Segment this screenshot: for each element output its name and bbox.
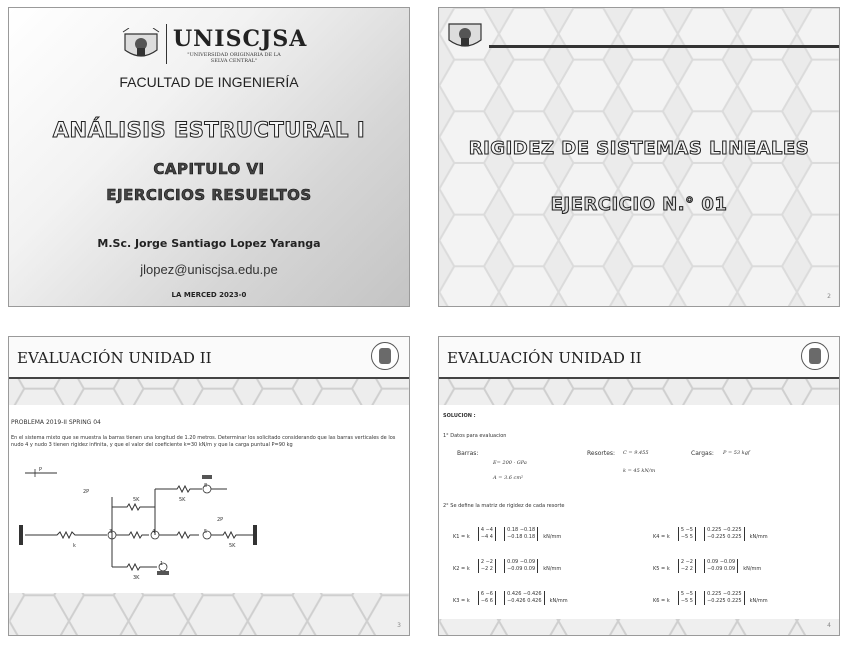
c-value: C = 9.455 bbox=[623, 450, 649, 456]
stiffness-matrix bbox=[653, 523, 768, 542]
matrix-cell: −2 bbox=[680, 565, 689, 572]
matrix-units: kN/mm bbox=[543, 534, 562, 540]
slide-problem[interactable] bbox=[8, 336, 410, 636]
matrix-cell: −0.225 bbox=[723, 590, 742, 597]
matrix-cell: 0.18 bbox=[507, 526, 519, 533]
spring-label: 3K bbox=[133, 575, 140, 581]
problem-content bbox=[9, 405, 409, 593]
node-label: 3 bbox=[109, 529, 113, 535]
slide-section[interactable] bbox=[438, 7, 840, 307]
university-subtitle: "UNIVERSIDAD ORIGINARIA DE LA SELVA CENTRAL" bbox=[187, 52, 281, 64]
author-email: jlopez@uniscjsa.edu.pe bbox=[140, 262, 278, 277]
matrix-cell: −0.18 bbox=[507, 533, 523, 540]
matrix-cell: −0.09 bbox=[507, 565, 523, 572]
matrix-cell: −2 bbox=[480, 565, 489, 572]
matrix-units: kN/mm bbox=[749, 534, 768, 540]
matrix-cell: 2 bbox=[689, 565, 693, 572]
matrix-cell: −0.225 bbox=[723, 526, 742, 533]
course-title: ANÁLISIS ESTRUCTURAL I bbox=[52, 118, 366, 142]
step-2: 2° Se define la matriz de rigidez de cada resorte bbox=[443, 503, 565, 509]
matrix-cell: 5 bbox=[689, 597, 693, 604]
matrix-units: kN/mm bbox=[543, 566, 562, 572]
matrix-cell: 0.09 bbox=[707, 558, 719, 565]
header-title: EVALUACIÓN UNIDAD II bbox=[447, 349, 642, 367]
matrix-cell: 0.18 bbox=[524, 533, 536, 540]
k-value: k = 45 kN/m bbox=[623, 468, 656, 474]
matrix-label: K5 = k bbox=[653, 566, 670, 572]
matrix-units: kN/mm bbox=[743, 566, 762, 572]
chapter-title: CAPITULO VI bbox=[153, 160, 265, 178]
spring-label: 5K bbox=[179, 497, 186, 503]
header-rule bbox=[439, 377, 839, 379]
matrix-cell: −0.09 bbox=[519, 558, 536, 565]
stiffness-matrix bbox=[653, 555, 761, 574]
node-label: 1 bbox=[160, 561, 164, 567]
logo-divider bbox=[166, 24, 167, 64]
stiffness-matrix bbox=[653, 587, 768, 606]
slide-solution[interactable] bbox=[438, 336, 840, 636]
matrix-cell: −0.09 bbox=[707, 565, 723, 572]
matrix-cell: −0.09 bbox=[719, 558, 736, 565]
problem-statement: En el sistema mixto que se muestra la barras tienen una longitud de 1.20 metros. Determinar los solicitado considerando que las barras verticales de los nudo 4 y nudo 3 tienen rigidez infinita, y que el valor del coeficiente k=30 kN/m y que la carga puntual P=90 kg bbox=[11, 435, 396, 448]
matrix-units: kN/mm bbox=[549, 598, 568, 604]
matrix-label: K6 = k bbox=[653, 598, 670, 604]
spring-label: k bbox=[73, 543, 76, 549]
matrix-cell: 0.426 bbox=[507, 590, 522, 597]
spring-label: 5K bbox=[229, 543, 236, 549]
step-1: 1° Datos para evaluacion bbox=[443, 433, 507, 439]
matrix-cell: −6 bbox=[480, 597, 489, 604]
slide-header bbox=[9, 337, 409, 377]
elastic-modulus: E= 200 · GPa bbox=[493, 460, 527, 466]
place-date: LA MERCED 2023-0 bbox=[171, 291, 247, 299]
exercise-number: EJERCICIO N.° 01 bbox=[550, 194, 728, 215]
spring-label: 5K bbox=[133, 497, 140, 503]
header-rule bbox=[489, 45, 840, 48]
force-label: 2P bbox=[83, 489, 90, 495]
matrix-cell: 0.225 bbox=[707, 526, 722, 533]
matrix-cell: 6 bbox=[480, 590, 485, 597]
matrix-cell: 0.09 bbox=[507, 558, 519, 565]
node-label: 5 bbox=[204, 529, 208, 535]
matrix-label: K1 = k bbox=[453, 534, 470, 540]
university-crest-icon bbox=[445, 18, 485, 52]
matrix-cell: −5 bbox=[685, 590, 693, 597]
matrix-cell: −0.18 bbox=[519, 526, 536, 533]
matrix-cell: 0.09 bbox=[724, 565, 736, 572]
matrix-cell: −2 bbox=[685, 558, 693, 565]
matrix-label: K2 = k bbox=[453, 566, 470, 572]
matrix-cell: 2 bbox=[680, 558, 685, 565]
matrix-cell: 0.426 bbox=[527, 597, 542, 604]
section-title: RIGIDEZ DE SISTEMAS LINEALES bbox=[468, 138, 810, 159]
matrix-cell: 0.225 bbox=[727, 597, 742, 604]
bars-label: Barras: bbox=[457, 450, 479, 457]
matrix-cell: 0.225 bbox=[727, 533, 742, 540]
area-value: A = 3.6 cm² bbox=[493, 475, 524, 481]
solution-label: SOLUCION : bbox=[443, 413, 476, 419]
matrix-cell: −0.225 bbox=[707, 533, 726, 540]
faculty-name: FACULTAD DE INGENIERÍA bbox=[119, 74, 299, 90]
matrix-cell: −4 bbox=[480, 533, 489, 540]
matrix-label: K3 = k bbox=[453, 598, 470, 604]
page-number: 4 bbox=[827, 622, 831, 629]
matrix-cell: 4 bbox=[489, 533, 493, 540]
header-title: EVALUACIÓN UNIDAD II bbox=[17, 349, 212, 367]
university-name: UNISCJSA bbox=[173, 26, 308, 52]
problem-code: PROBLEMA 2019-II SPRING 04 bbox=[11, 419, 101, 426]
stiffness-matrix bbox=[453, 523, 561, 542]
node-label: 8 bbox=[204, 483, 208, 489]
page-number: 3 bbox=[397, 622, 401, 629]
matrix-units: kN/mm bbox=[749, 598, 768, 604]
matrix-cell: 2 bbox=[489, 565, 493, 572]
matrix-label: K4 = k bbox=[653, 534, 670, 540]
matrix-cell: 5 bbox=[680, 590, 685, 597]
matrix-cell: −4 bbox=[485, 526, 493, 533]
matrix-cell: −2 bbox=[485, 558, 493, 565]
stiffness-matrix bbox=[453, 587, 568, 606]
slide-title[interactable] bbox=[8, 7, 410, 307]
solution-content bbox=[439, 405, 839, 619]
matrix-cell: −5 bbox=[685, 526, 693, 533]
university-seal-icon bbox=[371, 342, 399, 370]
slide-subtitle: EJERCICIOS RESUELTOS bbox=[106, 186, 312, 204]
stiffness-matrix bbox=[453, 555, 561, 574]
loads-label: Cargas: bbox=[691, 450, 714, 457]
springs-label: Resortes: bbox=[587, 450, 616, 457]
author-name: M.Sc. Jorge Santiago Lopez Yaranga bbox=[97, 237, 321, 250]
matrix-cell: −6 bbox=[485, 590, 493, 597]
matrix-cell: −5 bbox=[680, 597, 689, 604]
slide-header bbox=[439, 337, 839, 377]
matrix-cell: −0.426 bbox=[523, 590, 542, 597]
matrix-cell: −5 bbox=[680, 533, 689, 540]
matrix-cell: 5 bbox=[689, 533, 693, 540]
header-rule bbox=[9, 377, 409, 379]
p-value: P = 53 kgf bbox=[723, 450, 750, 456]
node-label: 4 bbox=[152, 529, 156, 535]
matrix-cell: 4 bbox=[480, 526, 485, 533]
university-seal-icon bbox=[801, 342, 829, 370]
matrix-cell: −0.426 bbox=[507, 597, 526, 604]
load-label: P bbox=[39, 467, 43, 473]
matrix-cell: −0.225 bbox=[707, 597, 726, 604]
structural-system-diagram bbox=[17, 467, 261, 583]
force-label: 2P bbox=[217, 517, 224, 523]
matrix-cell: 0.225 bbox=[707, 590, 722, 597]
matrix-cell: 2 bbox=[480, 558, 485, 565]
matrix-cell: 6 bbox=[489, 597, 493, 604]
matrix-cell: 0.09 bbox=[524, 565, 536, 572]
matrix-cell: 5 bbox=[680, 526, 685, 533]
university-crest-icon bbox=[121, 28, 161, 62]
page-number: 2 bbox=[827, 293, 831, 300]
